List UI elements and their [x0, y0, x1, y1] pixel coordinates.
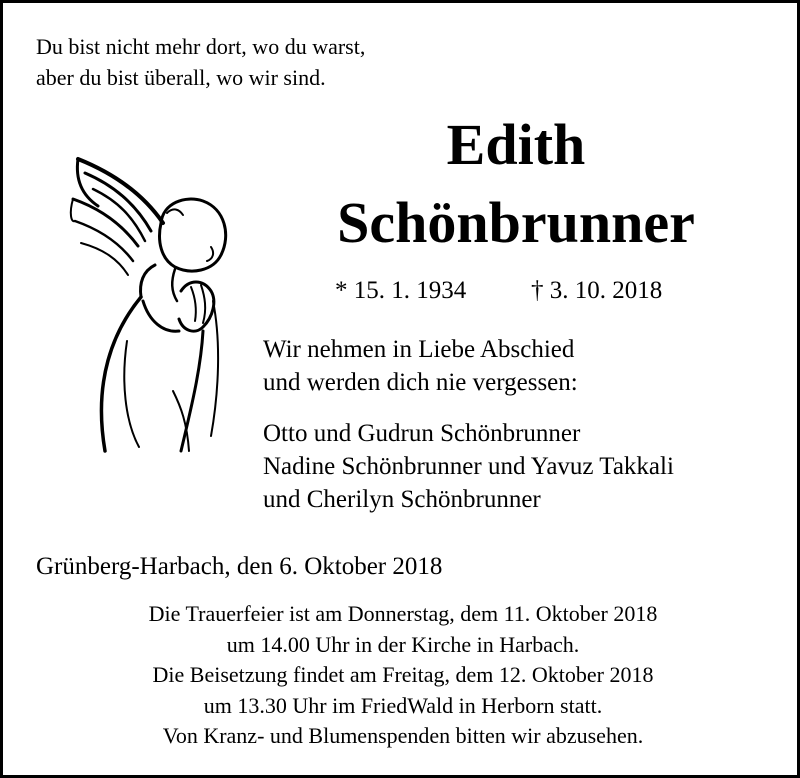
birth-date: * 15. 1. 1934	[335, 277, 467, 304]
mourner-line: Nadine Schönbrunner und Yavuz Takkali	[263, 453, 674, 480]
funeral-info-line: Die Trauerfeier ist am Donnerstag, dem 11. Oktober 2018	[148, 601, 658, 626]
place-and-date: Grünberg-Harbach, den 6. Oktober 2018	[36, 553, 443, 580]
motto-quote	[36, 31, 365, 93]
mourner-line: und Cherilyn Schönbrunner	[263, 486, 541, 513]
funeral-information	[3, 599, 800, 752]
praying-angel-icon	[63, 151, 233, 461]
farewell-line-1: Wir nehmen in Liebe Abschied	[263, 336, 575, 363]
motto-line-1: Du bist nicht mehr dort, wo du warst,	[36, 34, 366, 59]
farewell-message	[263, 333, 578, 399]
mourner-line: Otto und Gudrun Schönbrunner	[263, 420, 581, 447]
deceased-last-name: Schönbrunner	[337, 190, 695, 255]
funeral-info-line: um 13.30 Uhr im FriedWald in Herborn statt.	[203, 692, 603, 718]
mourners-list	[263, 417, 674, 516]
funeral-info-line: Die Beisetzung findet am Freitag, dem 12. Oktober 2018	[152, 662, 654, 687]
funeral-info-line: um 14.00 Uhr in der Kirche in Harbach.	[226, 631, 580, 657]
funeral-info-line: Von Kranz- und Blumenspenden bitten wir abzusehen.	[162, 723, 644, 748]
deceased-first-name: Edith	[446, 112, 586, 177]
motto-line-2: aber du bist überall, wo wir sind.	[36, 65, 326, 90]
death-date: † 3. 10. 2018	[531, 277, 663, 304]
farewell-line-2: und werden dich nie vergessen:	[263, 369, 578, 396]
